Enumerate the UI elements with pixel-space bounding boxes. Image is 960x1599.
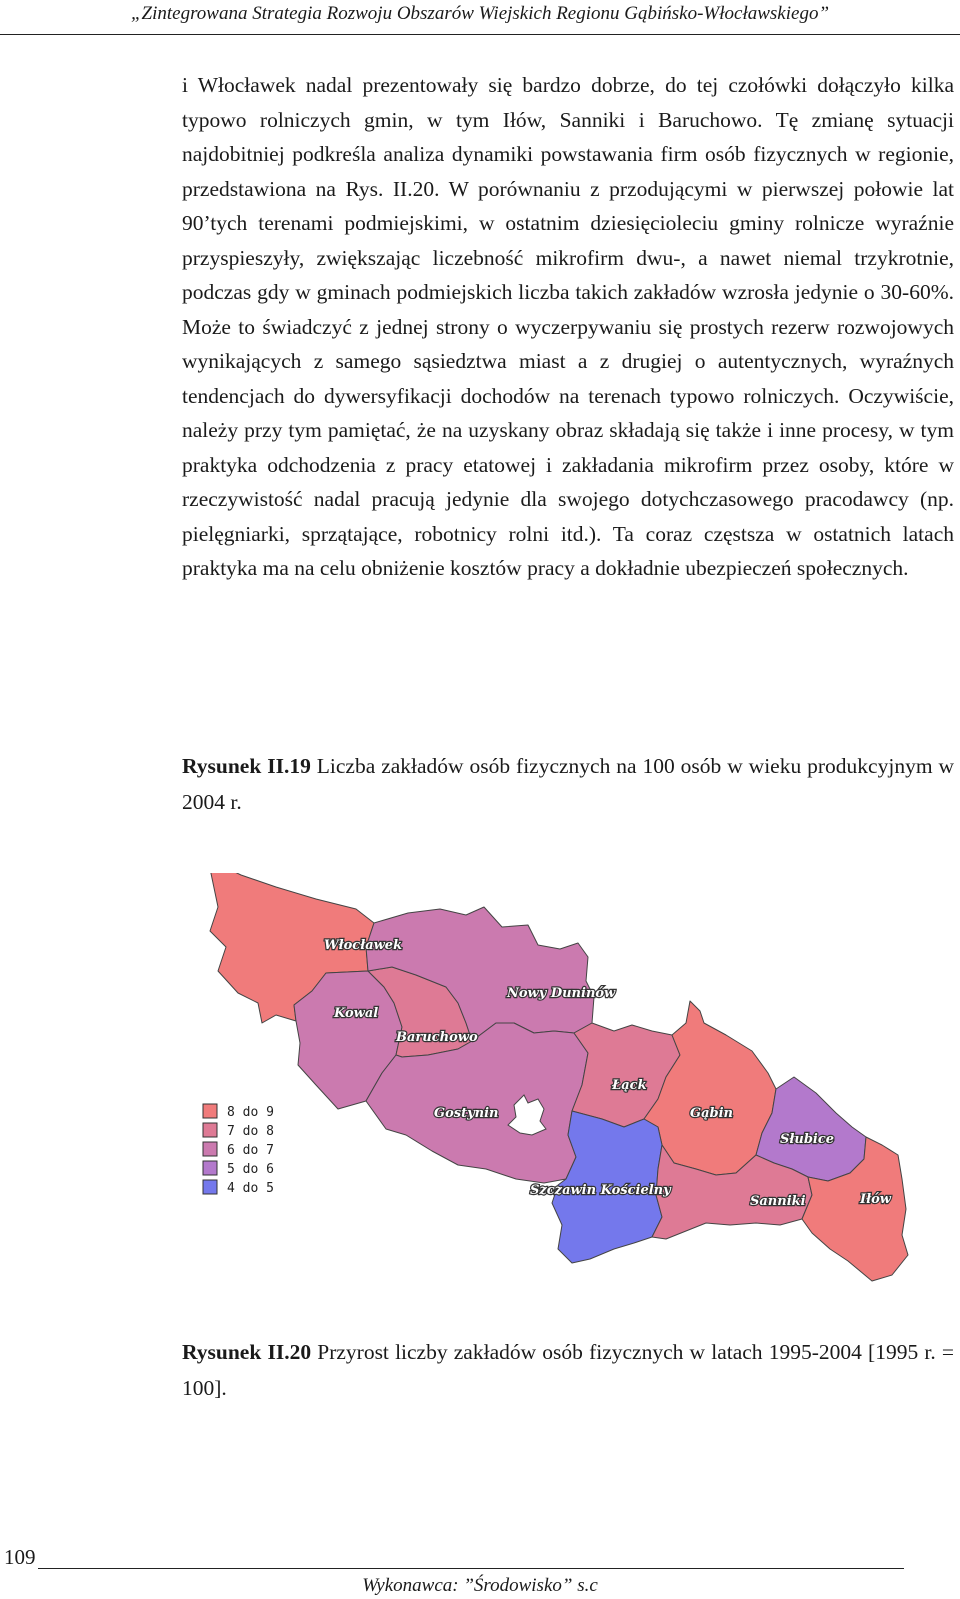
footer-rule xyxy=(38,1568,904,1569)
label-gabin: Gąbin xyxy=(690,1106,734,1121)
header-rule xyxy=(0,34,960,35)
legend-label: 7 do 8 xyxy=(227,1124,274,1139)
legend-label: 6 do 7 xyxy=(227,1143,274,1158)
running-footer: Wykonawca: ”Środowisko” s.c xyxy=(362,1575,598,1596)
figure-20-label: Rysunek II.20 xyxy=(182,1340,312,1364)
figure-19-title: Liczba zakładów osób fizycznych na 100 osób w wieku produkcyjnym w 2004 r. xyxy=(182,754,954,814)
label-lack: Łąck xyxy=(612,1078,647,1093)
figure-20-caption xyxy=(182,1334,954,1406)
label-sanniki: Sanniki xyxy=(750,1194,806,1209)
legend-label: 4 do 5 xyxy=(227,1181,274,1196)
map-svg xyxy=(196,873,960,1313)
figure-19-label: Rysunek II.19 xyxy=(182,754,311,778)
figure-19-caption xyxy=(182,748,954,820)
legend-swatch xyxy=(203,1142,217,1156)
label-slubice: Słubice xyxy=(780,1132,835,1147)
legend-label: 5 do 6 xyxy=(227,1162,274,1177)
label-gostynin: Gostynin xyxy=(434,1106,499,1121)
label-ilow: Iłów xyxy=(860,1192,891,1207)
label-baruchowo: Baruchowo xyxy=(396,1030,478,1045)
label-kowal: Kowal xyxy=(334,1006,379,1021)
body-paragraph: i Włocławek nadal prezentowały się bardzo dobrze, do tej czołówki dołączyło kilka typowo rolniczych gmin, w tym Iłów, Sanniki i Baruchowo. Tę zmianę sytuacji najdobitniej podkreśla analiza dynamiki powstawania firm osób fizycznych w regionie, przedstawiona na Rys. II.20. W porównaniu z przodującymi w pierwszej połowie lat 90’tych terenami podmiejskimi, w ostatnim dziesięcioleciu gminy rolnicze wyraźnie przyspieszyły, zwiększając liczebność mikrofirm dwu-, a nawet niemal trzykrotnie, podczas gdy w gminach podmiejskich liczba takich zakładów wzrosła jedynie o 30-60%. Może to świadczyć z jednej strony o wyczerpywaniu się prostych rezerw rozwojowych wynikających z samego sąsiedztwa miast a z drugiej o autentycznych, wyraźnych tendencjach do dywersyfikacji dochodów na terenach typowo rolniczych. Oczywiście, należy przy tym pamiętać, że na uzyskany obraz składają się także i inne procesy, w tym praktyka odchodzenia z pracy etatowej i zakładania mikrofirm przez osoby, które w rzeczywistość nadal pracują jedynie dla swojego dotychczasowego pracodawcy (np. pielęgniarki, sprzątające, robotnicy rolni itd.). Ta coraz częstsza w ostatnich latach praktyka ma na celu obniżenie kosztów pracy a dokładnie ubezpieczeń społecznych. xyxy=(182,73,954,580)
legend-swatch xyxy=(203,1104,217,1118)
legend-swatch xyxy=(203,1123,217,1137)
label-szczawin-koscielny: Szczawin Kościelny xyxy=(530,1183,671,1198)
label-nowy-duninow: Nowy Duninów xyxy=(507,986,616,1001)
legend-swatch xyxy=(203,1161,217,1175)
label-wloclawek: Włocławek xyxy=(324,938,403,953)
running-header: „Zintegrowana Strategia Rozwoju Obszarów Wiejskich Regionu Gąbińsko-Włocławskiego” xyxy=(130,3,830,24)
legend-label: 8 do 9 xyxy=(227,1105,274,1120)
figure-20-title: Przyrost liczby zakładów osób fizycznych w latach 1995-2004 [1995 r. = 100]. xyxy=(182,1340,955,1400)
page-number: 109 xyxy=(4,1545,36,1569)
municipality-map xyxy=(196,873,960,1313)
legend-swatch xyxy=(203,1180,217,1194)
map-legend xyxy=(203,1104,274,1196)
